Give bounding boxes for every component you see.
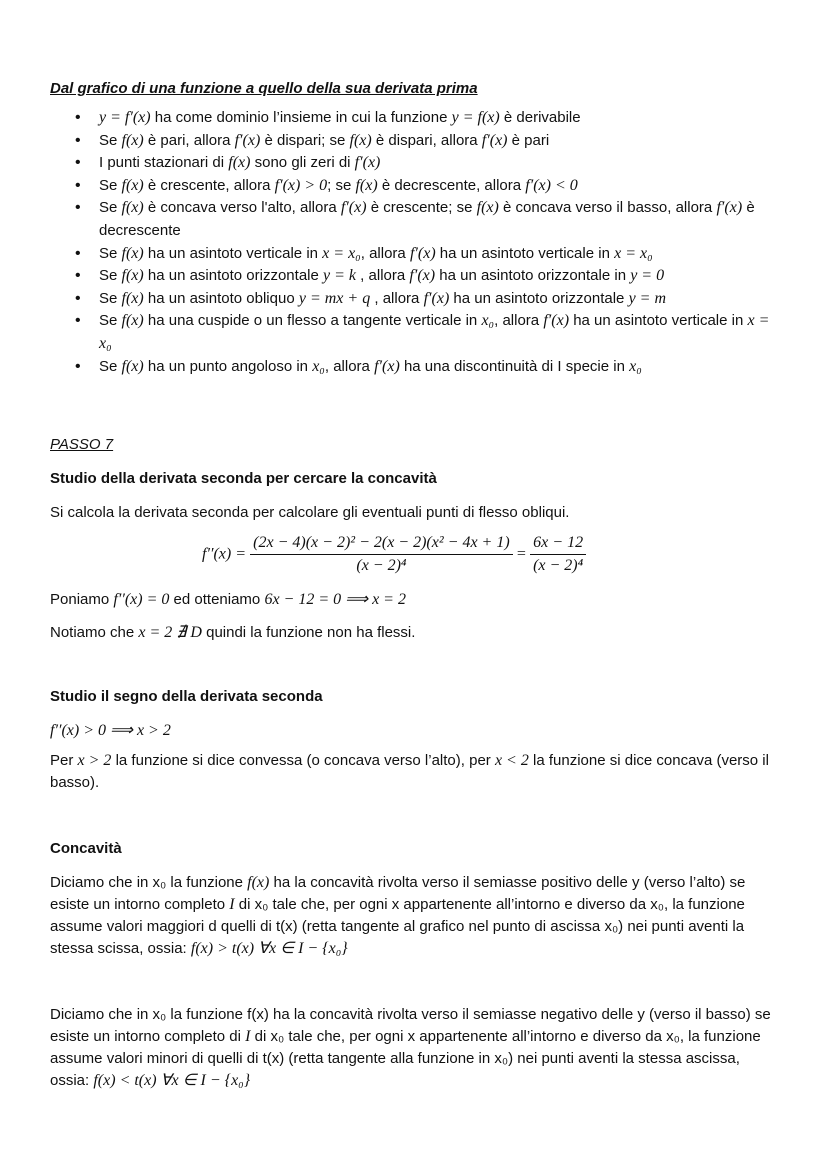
list-item: • I punti stazionari di f(x) sono gli zeri di f′(x): [99, 152, 780, 175]
intro-text: Si calcola la derivata seconda per calcolare gli eventuali punti di flesso obliqui.: [50, 504, 570, 521]
fraction-1: [250, 534, 513, 575]
list-item: • Se f(x) ha un asintoto orizzontale y = k , allora f′(x) ha un asintoto orizzontale in y = 0: [99, 265, 780, 288]
sign-inequality: f′′(x) > 0 ⟹ x > 2: [50, 722, 171, 739]
concavity-up-paragraph: Diciamo che in x₀ la funzione f(x) ha la concavità rivolta verso il semiasse positivo delle y (verso l’alto) se esiste un intorno completo I di x₀ tale che, per ogni x appartenente all’intorno e diverso da x₀, la funzione assume valori maggiori d quelli di t(x) (retta tangente al grafico nel punto di ascissa x₀) nei punti aventi la stessa scissa, ossia: f(x) > t(x) ∀x ∈ I − {x₀}: [50, 874, 746, 957]
list-item: • Se f(x) ha un asintoto obliquo y = mx + q , allora f′(x) ha un asintoto orizzontale y = m: [99, 288, 780, 311]
document-page: [50, 80, 780, 1089]
list-item: • Se f(x) ha un punto angoloso in x₀, allora f′(x) ha una discontinuità di I specie in x₀: [99, 356, 780, 379]
list-item: • Se f(x) ha un asintoto verticale in x = x₀, allora f′(x) ha un asintoto verticale in x = x₀: [99, 243, 780, 266]
fraction-2-denominator: (x − 2)⁴: [533, 557, 584, 574]
concavity-heading: Concavità: [50, 840, 122, 857]
list-item: • y = f′(x) ha come dominio l’insieme in cui la funzione y = f(x) è derivabile: [99, 107, 780, 130]
equation-line: Poniamo f′′(x) = 0 ed otteniamo 6x − 12 = 0 ⟹ x = 2: [50, 591, 406, 608]
list-item: • Se f(x) è pari, allora f′(x) è dispari; se f(x) è dispari, allora f′(x) è pari: [99, 130, 780, 153]
fraction-2-numerator: 6x − 12: [530, 534, 586, 555]
section-title: Dal grafico di una funzione a quello della sua derivata prima: [50, 80, 478, 97]
formula-equals: =: [516, 545, 526, 563]
no-inflection-line: Notiamo che x = 2 ∄ D quindi la funzione non ha flessi.: [50, 624, 416, 641]
fraction-2: [530, 534, 586, 575]
fraction-1-numerator: (2x − 4)(x − 2)² − 2(x − 2)(x² − 4x + 1): [250, 534, 513, 555]
step-label: PASSO 7: [50, 436, 114, 453]
second-derivative-heading: Studio della derivata seconda per cercare la concavità: [50, 470, 437, 487]
concavity-down-paragraph: Diciamo che in x₀ la funzione f(x) ha la concavità rivolta verso il semiasse negativo delle y (verso il basso) se esiste un intorno completo di I di x₀ tale che, per ogni x appartenente all’intorno e diverso da x₀, la funzione assume valori minori di quelli di t(x) (retta tangente alla funzione in x₀) nei punti aventi la stessa ascissa, ossia: f(x) < t(x) ∀x ∈ I − {x₀}: [50, 1006, 771, 1089]
sign-heading: Studio il segno della derivata seconda: [50, 688, 323, 705]
convexity-paragraph: Per x > 2 la funzione si dice convessa (o concava verso l’alto), per x < 2 la funzione si dice concava (verso il basso).: [50, 752, 769, 791]
properties-list: [50, 107, 780, 378]
formula-lhs: f′′(x) =: [202, 545, 246, 563]
fraction-1-denominator: (x − 2)⁴: [356, 557, 407, 574]
list-item: • Se f(x) è crescente, allora f′(x) > 0; se f(x) è decrescente, allora f′(x) < 0: [99, 175, 780, 198]
list-item: • Se f(x) è concava verso l'alto, allora f′(x) è crescente; se f(x) è concava verso il basso, allora f′(x) è decrescente: [99, 197, 780, 242]
list-item: • Se f(x) ha una cuspide o un flesso a tangente verticale in x₀, allora f′(x) ha un asintoto verticale in x = x₀: [99, 310, 780, 355]
second-derivative-formula: [202, 534, 802, 575]
